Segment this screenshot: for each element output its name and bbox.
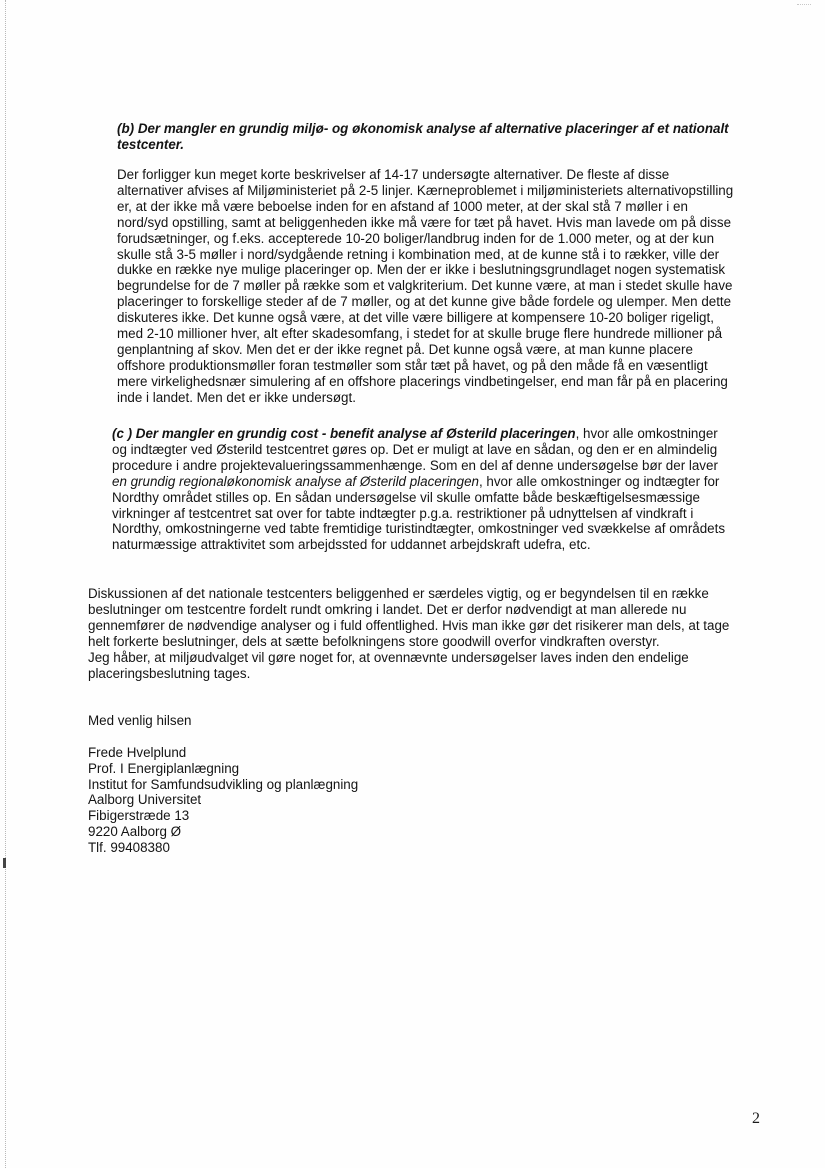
scan-corner-mark	[797, 4, 811, 5]
section-c-paragraph	[112, 426, 772, 553]
author-title: Prof. I Energiplanlægning	[88, 760, 240, 776]
text-line: diskuteres ikke. Det kunne også være, at det ville være billigere at kompensere 10-20 boliger rigeligt,	[117, 310, 714, 326]
text-line: Jeg håber, at miljøudvalget vil gøre noget for, at ovennævnte undersøgelser laves inden den endelige	[88, 649, 689, 665]
signature-block	[88, 745, 488, 856]
conclusion-paragraph	[88, 586, 788, 681]
section-c-italic-phrase: en grundig regionaløkonomisk analyse af Østerild placeringen	[112, 473, 479, 489]
text-line: offshore produktionsmøller foran testmøller som står tæt på havet, og på den måde få en væsentligt	[117, 357, 708, 373]
author-university: Aalborg Universitet	[88, 792, 202, 808]
author-institute: Institut for Samfundsudvikling og planlægning	[88, 776, 359, 792]
text-line: begrundelse for de 7 møller på række som et valgkriterium. Det kunne være, at man i stedet skulle have	[117, 278, 733, 294]
text-line: mere virkelighedsnær simulering af en offshore placerings vindbetingelser, end man får på en placering	[117, 373, 728, 389]
text-line: Nordthy, omkostningerne ved tabte fremtidige turistindtægter, omkostninger ved svækkelse af områdets	[112, 521, 726, 537]
text-line: Diskussionen af det nationale testcenters beliggenhed er særdeles vigtig, og er begyndelsen til en række	[88, 586, 709, 601]
text-line: inde i landet. Men det er ikke undersøgt.	[117, 389, 356, 405]
author-city: 9220 Aalborg Ø	[88, 823, 182, 839]
text-line: alternativer afvises af Miljøministeriet på 2-5 linjer. Kærneproblemet i miljøministeriets alternativopstilling	[117, 182, 734, 198]
author-name: Frede Hvelplund	[88, 745, 187, 760]
text-line: placeringer to forskellige steder af de 7 møller, og at det kunne give både fordele og ulemper. Men dette	[117, 294, 732, 310]
text-line: med 2-10 millioner hver, alt efter skadesomfang, i stedet for at skulle bruge flere hundrede millioner på	[117, 326, 723, 342]
scan-artifact-mark	[3, 858, 6, 868]
text-line: placeringsbeslutning tages.	[88, 665, 251, 681]
text-line: beslutninger om testcentre fordelt rundt omkring i landet. Det er derfor nødvendigt at man allerede nu	[88, 601, 687, 617]
section-c-line1-rest: , hvor alle omkostninger	[575, 426, 718, 441]
text-line: Nordthy området stilles op. En sådan undersøgelse vil skulle omfatte både beskæftigelsesmæssige	[112, 489, 700, 505]
page-number: 2	[752, 1110, 760, 1127]
text-line: er, at der ikke må være beboelse inden for en afstand af 1000 meter, at der skal stå 7 møller i en	[117, 198, 688, 214]
text-line: forudsætninger, og f.eks. accepterede 10-20 boliger/landbrug inden for de 1.000 meter, og at der kun	[117, 230, 715, 246]
text-line: procedure i andre projektevalueringssammenhænge. Som en del af denne undersøgelse bør der laver	[112, 457, 718, 473]
text-line: skulle stå 3-5 møller i nord/sydgående retning i kombination med, at de kunne stå i to rækker, ville der	[117, 246, 720, 262]
text-line: dukke en række nye mulige placeringer op. Men der er ikke i beslutningsgrundlaget nogen systematisk	[117, 262, 726, 278]
closing-greeting: Med venlig hilsen	[88, 713, 192, 728]
text-line: genplantning af skov. Men det er der ikke regnet på. Det kunne også være, at man kunne placere	[117, 341, 693, 357]
text-line: naturmæssige attraktivitet som arbejdssted for uddannet arbejdskraft udefra, etc.	[112, 537, 591, 553]
text-line: helt forkerte beslutninger, dels at sætte befolkningens store goodwill overfor vindkraften overstyr.	[88, 633, 660, 649]
author-phone: Tlf. 99408380	[88, 839, 170, 855]
scan-edge-line	[5, 0, 6, 1168]
section-b-paragraph	[117, 167, 767, 406]
text-line	[112, 426, 772, 442]
section-b-heading: (b) Der mangler en grundig miljø- og økonomisk analyse af alternative placeringer af et nationalt testcenter.	[117, 121, 729, 152]
section-c-heading: (c ) Der mangler en grundig cost - benefit analyse af Østerild placeringen	[112, 426, 576, 441]
author-street: Fibigerstræde 13	[88, 808, 190, 824]
text-line: nord/syd opstilling, samt at beliggenheden ikke må være for tæt på havet. Hvis man lavede om på disse	[117, 214, 732, 230]
text-line: Der forligger kun meget korte beskrivelser af 14-17 undersøgte alternativer. De fleste af disse	[117, 167, 670, 182]
text-line: og indtægter ved Østerild testcentret gøres op. Det er muligt at lave en sådan, og den er en almindelig	[112, 441, 718, 457]
text-line: virkninger af testcentret sat over for tabte indtægter p.g.a. restriktioner på udnyttelsen af vindkraft i	[112, 505, 694, 521]
text-line: gennemfører de nødvendige analyser og i fuld offentlighed. Hvis man ikke gør det risikerer man dels, at tage	[88, 617, 730, 633]
section-c-line4-rest: , hvor alle omkostninger og indtægter for	[478, 473, 720, 489]
text-line	[112, 474, 772, 490]
